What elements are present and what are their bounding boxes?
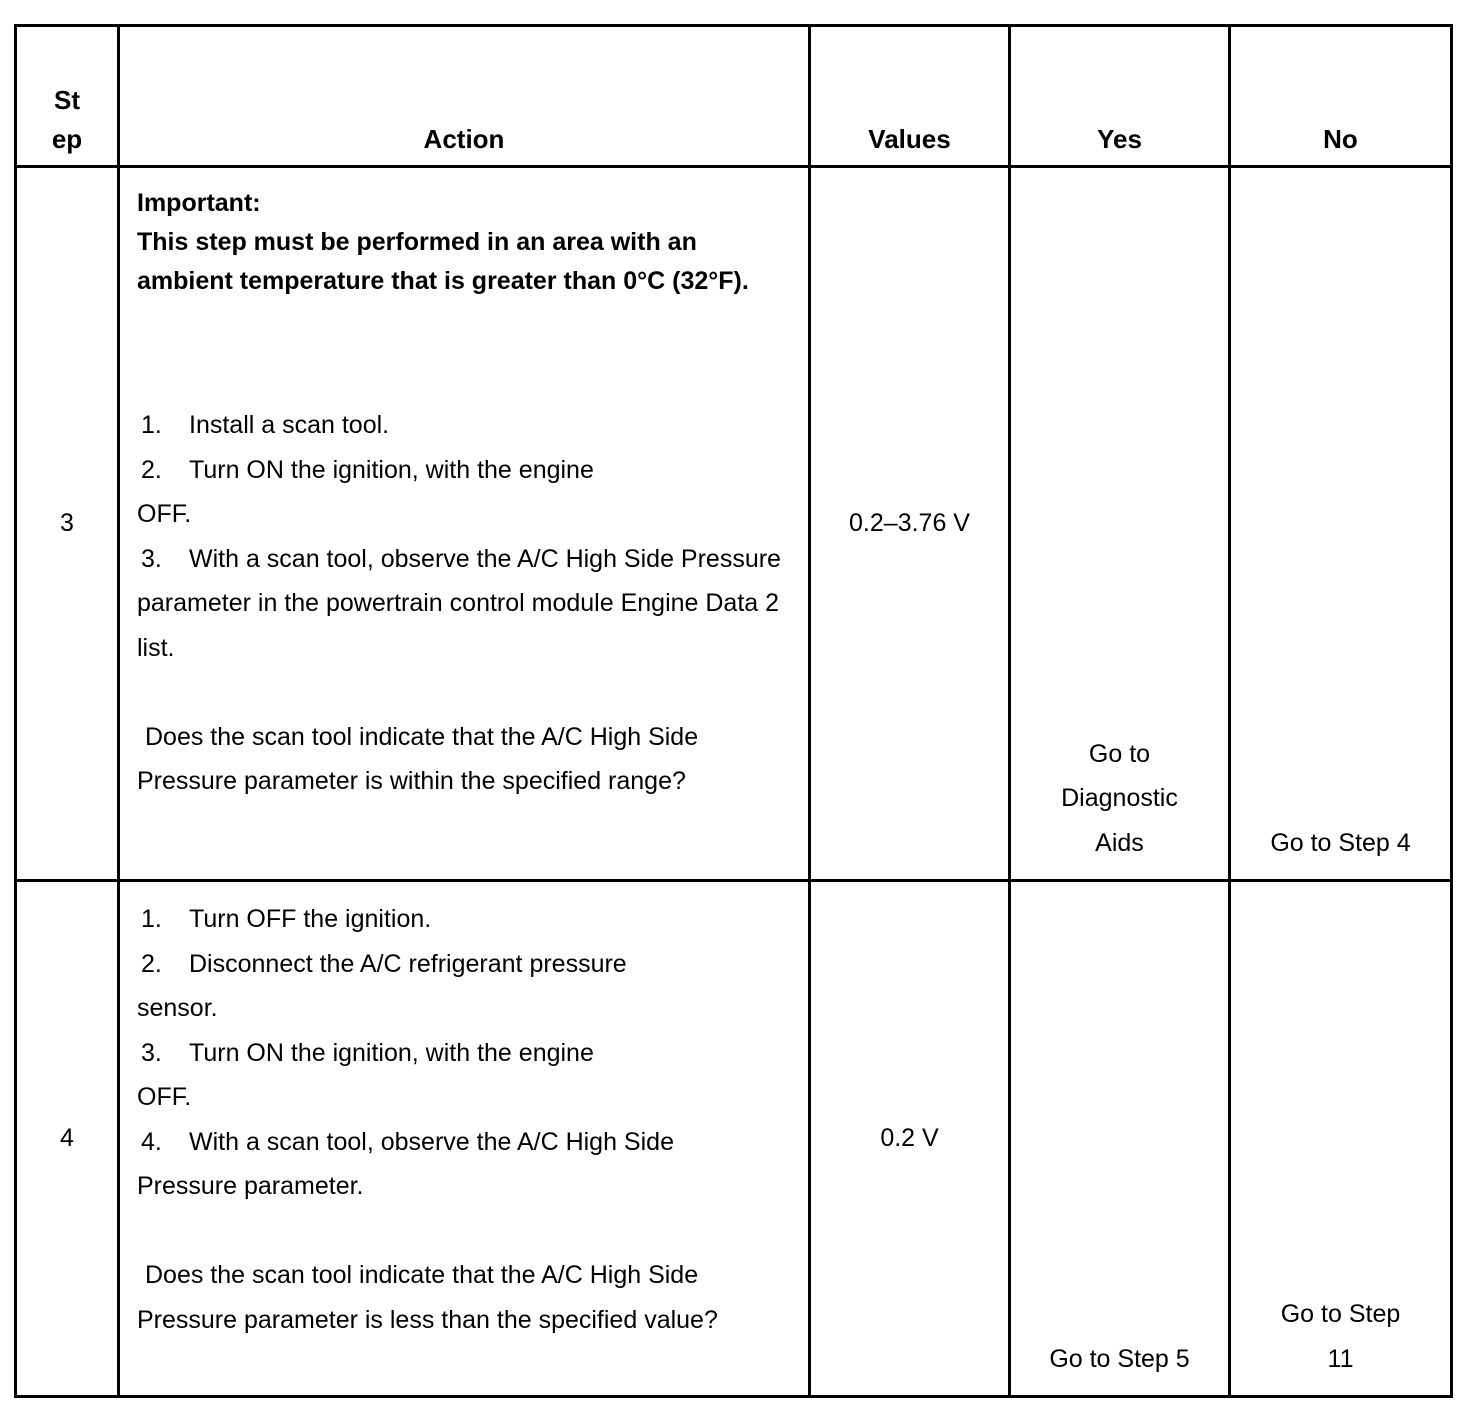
step-number: 4 bbox=[16, 881, 119, 1397]
important-text: This step must be performed in an area with an ambient temperature that is greater than 0°C (32°F). bbox=[137, 228, 749, 295]
header-row bbox=[16, 26, 1452, 167]
header-yes: Yes bbox=[1010, 26, 1230, 167]
list-item: 2. Turn ON the ignition, with the engine OFF. bbox=[137, 455, 594, 528]
table-row-step-4 bbox=[16, 881, 1452, 1397]
header-action: Action bbox=[119, 26, 810, 167]
list-item: 3. With a scan tool, observe the A/C High Side Pressure parameter in the powertrain control module Engine Data 2 list. bbox=[137, 544, 781, 662]
header-no: No bbox=[1230, 26, 1452, 167]
list-item: 1. Install a scan tool. bbox=[141, 411, 390, 439]
list-item: 3. Turn ON the ignition, with the engine OFF. bbox=[137, 1038, 594, 1111]
value-cell: 0.2 V bbox=[810, 881, 1010, 1397]
list-item: 4. With a scan tool, observe the A/C High Side Pressure parameter. bbox=[137, 1127, 674, 1200]
question-text: Does the scan tool indicate that the A/C High Side Pressure parameter is within the specified range? bbox=[137, 722, 699, 795]
important-note bbox=[137, 168, 798, 301]
header-values: Values bbox=[810, 26, 1010, 167]
list-item: 2. Disconnect the A/C refrigerant pressure sensor. bbox=[137, 949, 627, 1022]
list-item: 1. Turn OFF the ignition. bbox=[141, 905, 432, 933]
header-step: St ep bbox=[16, 26, 119, 167]
no-link[interactable]: Go to Step 4 bbox=[1230, 167, 1452, 881]
question-text: Does the scan tool indicate that the A/C High Side Pressure parameter is less than the specified value? bbox=[137, 1261, 718, 1334]
no-link[interactable]: Go to Step 11 bbox=[1230, 881, 1452, 1397]
table-row-step-3 bbox=[16, 167, 1452, 881]
diagnostic-table bbox=[14, 24, 1453, 1398]
value-cell: 0.2–3.76 V bbox=[810, 167, 1010, 881]
action-cell bbox=[119, 881, 810, 1397]
important-label: Important: bbox=[137, 189, 261, 217]
action-cell bbox=[119, 167, 810, 881]
step-number: 3 bbox=[16, 167, 119, 881]
yes-link[interactable]: Go to Diagnostic Aids bbox=[1010, 167, 1230, 881]
yes-link[interactable]: Go to Step 5 bbox=[1010, 881, 1230, 1397]
